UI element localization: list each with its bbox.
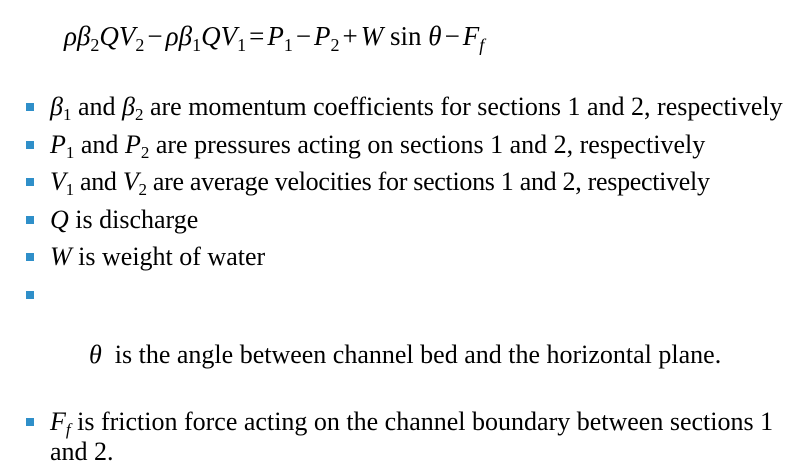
definitions-list — [22, 92, 798, 475]
eq-sub-f: f — [479, 35, 485, 55]
symbol: P — [50, 129, 66, 159]
bullet-text: are momentum coefficients for sections 1 and 2, respectively — [143, 92, 783, 121]
momentum-equation — [64, 18, 484, 54]
subscript: 2 — [138, 180, 147, 199]
eq-plus: + — [342, 21, 358, 51]
subscript: 1 — [65, 142, 75, 162]
bullet-square-icon — [26, 178, 34, 186]
eq-sub: 1 — [237, 35, 247, 55]
subscript: f — [65, 420, 71, 439]
eq-p: P — [314, 21, 331, 51]
symbol: F — [50, 407, 66, 436]
eq-rho: ρ — [165, 21, 179, 51]
eq-minus: − — [444, 21, 460, 51]
bullet-square-icon — [26, 418, 34, 426]
connector-text: and — [73, 167, 123, 196]
eq-sub: 2 — [330, 35, 340, 55]
bullet-text: is friction force acting on the channel boundary between sections 1 and 2. — [50, 407, 774, 466]
bullet-text: is weight of water — [71, 242, 266, 271]
connector-text: and — [74, 129, 125, 159]
eq-minus: − — [147, 21, 163, 51]
bullet-weight — [22, 242, 798, 272]
bullet-momentum-coefficients — [22, 92, 798, 122]
bullet-angle — [22, 280, 798, 400]
bullet-pressures — [22, 130, 798, 160]
bullet-discharge — [22, 205, 798, 235]
subscript: 1 — [65, 180, 74, 199]
bullet-square-icon — [26, 216, 34, 224]
eq-w: W — [360, 21, 384, 51]
symbol: V — [50, 167, 66, 196]
bullet-text: are pressures acting on sections 1 and 2, respectively — [149, 129, 706, 159]
eq-q: Q — [201, 21, 221, 51]
bullet-square-icon — [26, 141, 34, 149]
bullet-friction — [22, 407, 798, 467]
eq-sin: sin — [390, 21, 422, 51]
bullet-text: are average velocities for sections 1 and 2, respectively — [146, 167, 710, 196]
eq-sub: 1 — [283, 35, 293, 55]
symbol: θ — [89, 339, 102, 369]
eq-sub: 2 — [90, 35, 100, 55]
symbol: P — [124, 129, 141, 159]
eq-rho: ρ — [64, 21, 77, 51]
eq-theta: θ — [428, 21, 442, 51]
bullet-square-icon — [26, 103, 34, 111]
symbol: β — [122, 92, 135, 121]
bullet-velocities — [22, 167, 798, 197]
bullet-text: is the angle between channel bed and the horizontal plane. — [101, 339, 722, 369]
eq-minus: − — [295, 21, 312, 51]
bullet-text: is discharge — [68, 204, 199, 234]
symbol: V — [122, 167, 139, 196]
eq-q: Q — [99, 21, 119, 51]
bullet-square-icon — [26, 253, 34, 261]
symbol: W — [50, 242, 72, 271]
eq-equals: = — [249, 21, 265, 51]
bullet-square-icon — [26, 291, 34, 299]
eq-beta: β — [178, 21, 193, 51]
eq-beta: β — [76, 21, 91, 51]
eq-v: V — [220, 21, 238, 51]
symbol: Q — [50, 204, 69, 234]
subscript: 2 — [134, 105, 144, 124]
subscript: 1 — [62, 105, 72, 124]
connector-text: and — [71, 92, 122, 121]
symbol: β — [50, 92, 63, 121]
eq-sub: 2 — [135, 35, 145, 55]
eq-p: P — [267, 21, 284, 51]
subscript: 2 — [140, 142, 150, 162]
eq-sub: 1 — [192, 35, 202, 55]
eq-v: V — [118, 21, 136, 51]
eq-f: F — [462, 21, 480, 51]
